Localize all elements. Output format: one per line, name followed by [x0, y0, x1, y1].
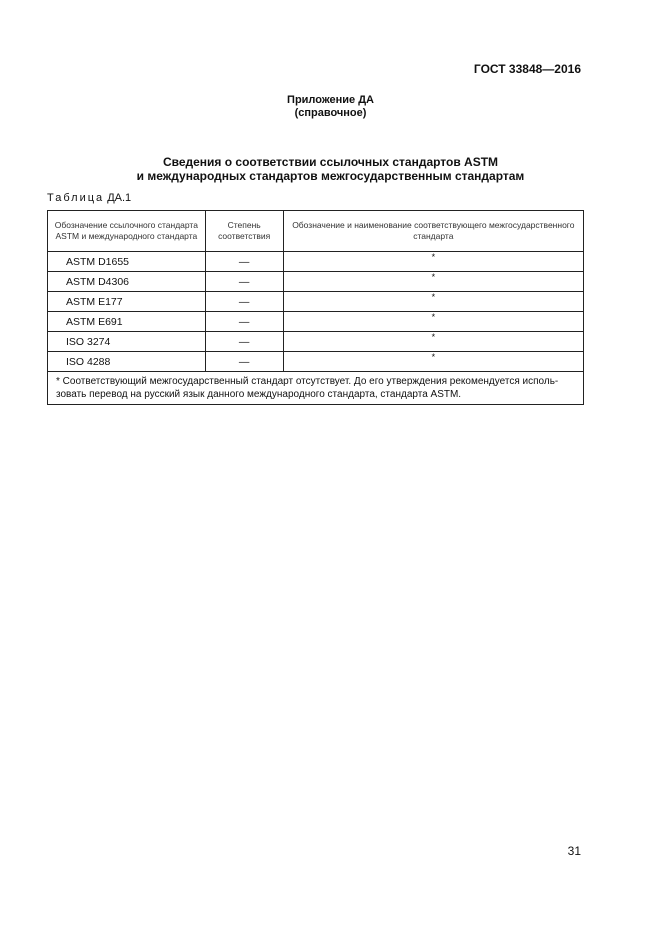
row-code: ASTM E691 — [48, 312, 206, 332]
table-row — [48, 332, 584, 352]
table-caption-word: Таблица — [47, 192, 105, 204]
header-reference-standard: Обозначение ссылочного стандарта ASTM и международного стандарта — [48, 211, 206, 252]
table-row — [48, 252, 584, 272]
table-row — [48, 292, 584, 312]
section-title-line-1: Сведения о соответствии ссылочных стандартов ASTM — [162, 155, 499, 169]
annex-subtitle: (справочное) — [294, 107, 367, 119]
row-ref: * — [283, 332, 583, 352]
row-ref: * — [283, 252, 583, 272]
row-degree: — — [205, 252, 283, 272]
table-header-row — [48, 211, 584, 252]
row-ref: * — [283, 292, 583, 312]
table-caption-number: ДА.1 — [107, 192, 132, 204]
annex-title: Приложение ДА — [287, 94, 374, 106]
row-code: ISO 4288 — [48, 352, 206, 372]
row-degree: — — [205, 332, 283, 352]
table-row — [48, 272, 584, 292]
row-code: ASTM D1655 — [48, 252, 206, 272]
row-degree: — — [205, 292, 283, 312]
row-degree: — — [205, 312, 283, 332]
page-number: 31 — [567, 844, 581, 858]
header-interstate-standard: Обозначение и наименование соответствующего межгосударственного стандарта — [283, 211, 583, 252]
row-code: ISO 3274 — [48, 332, 206, 352]
correspondence-table — [47, 210, 584, 405]
table-caption — [47, 192, 131, 204]
row-degree: — — [205, 352, 283, 372]
table-footnote: * Соответствующий межгосударственный стандарт отсутствует. До его утверждения рекомендуется исполь-зовать перевод на русский язык данного международного стандарта, стандарта ASTM. — [48, 372, 584, 405]
table-row — [48, 312, 584, 332]
row-code: ASTM E177 — [48, 292, 206, 312]
row-ref: * — [283, 272, 583, 292]
table-row — [48, 352, 584, 372]
row-degree: — — [205, 272, 283, 292]
section-title-line-2: и международных стандартов межгосударственным стандартам — [136, 169, 525, 183]
row-ref: * — [283, 352, 583, 372]
section-title — [0, 155, 661, 183]
annex-heading — [0, 94, 661, 120]
row-code: ASTM D4306 — [48, 272, 206, 292]
document-code: ГОСТ 33848—2016 — [473, 62, 581, 76]
table-footnote-row — [48, 372, 584, 405]
row-ref: * — [283, 312, 583, 332]
header-degree: Степень соответствия — [205, 211, 283, 252]
